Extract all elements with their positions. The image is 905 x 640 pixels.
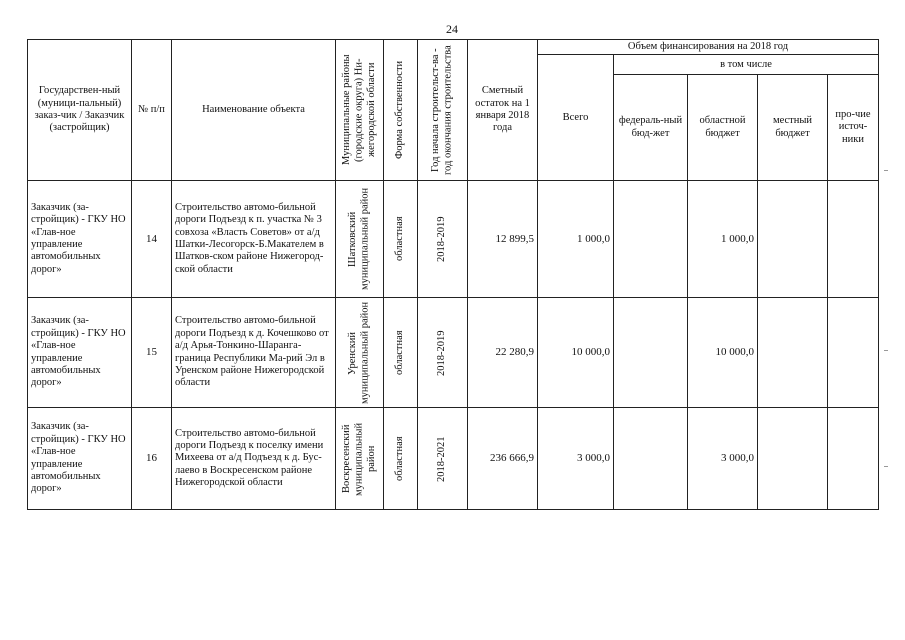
cell-ownership-text: областная [394,216,406,262]
cell-regional: 10 000,0 [688,298,758,408]
cell-federal [614,408,688,510]
cell-other [828,408,879,510]
header-funding-group: Объем финансирования на 2018 год [538,40,879,55]
cell-district [336,408,384,510]
cell-local [758,408,828,510]
funding-table [27,39,879,510]
header-customer: Государствен-ный (муници-пальный) заказ-чик / Заказчик (застройщик) [28,40,132,181]
cell-ownership [384,298,418,408]
cell-number: 16 [132,408,172,510]
cell-balance: 22 280,9 [468,298,538,408]
cell-other [828,181,879,298]
cell-customer: Заказчик (за-стройщик) - ГКУ НО «Глав-ное управление автомобильных дорог» [28,181,132,298]
header-local: местный бюджет [758,75,828,181]
table-row [28,181,879,298]
cell-federal [614,298,688,408]
header-object-name: Наименование объекта [172,40,336,181]
cell-regional: 3 000,0 [688,408,758,510]
cell-ownership-text: областная [394,330,406,375]
cell-object-name: Строительство автомо-бильной дороги Подъезд к поселку имени Михеева от а/д Подъезд к д. Бус-лаево в Воскресенском районе Нижегородской области [172,408,336,510]
header-balance: Сметный остаток на 1 января 2018 года [468,40,538,181]
cell-object-name: Строительство автомо-бильной дороги Подъезд к п. участка № 3 совхоза «Власть Советов» от а/д Шатки-Лесогорск-Б.Макателем в Шатков-ском районе Нижегород-ской области [172,181,336,298]
cell-number: 14 [132,181,172,298]
cell-years [418,408,468,510]
cell-years-text: 2018-2019 [436,216,448,262]
cell-regional: 1 000,0 [688,181,758,298]
cell-local [758,298,828,408]
cell-federal [614,181,688,298]
header-years [418,40,468,181]
cell-number: 15 [132,298,172,408]
cell-local [758,181,828,298]
header-district-text: Муниципальные районы (городские округа) Ни-жегородской области [340,54,377,166]
header-ownership-text: Форма собственности [394,60,406,160]
cell-years-text: 2018-2021 [436,435,448,482]
cell-years [418,181,468,298]
margin-mark [884,350,888,351]
cell-district-text: Шатковский муниципальный район [347,187,371,291]
header-ownership [384,40,418,181]
cell-customer: Заказчик (за-стройщик) - ГКУ НО «Глав-ное управление автомобильных дорог» [28,298,132,408]
table-row [28,408,879,510]
cell-balance: 12 899,5 [468,181,538,298]
cell-ownership [384,408,418,510]
cell-balance: 236 666,9 [468,408,538,510]
header-regional: областной бюджет [688,75,758,181]
header-other: про-чие источ-ники [828,75,879,181]
header-number: № п/п [132,40,172,181]
table-row [28,298,879,408]
cell-ownership [384,181,418,298]
cell-customer: Заказчик (за-стройщик) - ГКУ НО «Глав-ное управление автомобильных дорог» [28,408,132,510]
header-row-1 [28,40,879,55]
cell-district-text: Воскресенский муниципальный район [340,421,377,496]
cell-total: 3 000,0 [538,408,614,510]
cell-other [828,298,879,408]
cell-district [336,181,384,298]
header-total: Всего [538,55,614,181]
margin-mark [884,466,888,467]
page-number: 24 [446,22,458,36]
cell-years [418,298,468,408]
cell-total: 1 000,0 [538,181,614,298]
cell-district [336,298,384,408]
cell-years-text: 2018-2019 [436,329,448,376]
cell-total: 10 000,0 [538,298,614,408]
header-including: в том числе [614,55,879,75]
cell-object-name: Строительство автомо-бильной дороги Подъезд к д. Кочешково от а/д Арья-Тонкино-Шаранга-граница Республики Ма-рий Эл в Уренском районе Нижегородской области [172,298,336,408]
cell-district-text: Уренский муниципальный район [347,301,371,404]
header-federal: федераль-ный бюд-жет [614,75,688,181]
header-years-text: Год начала строительст-ва - год окончания строительства [430,45,454,175]
margin-mark [884,170,888,171]
cell-ownership-text: областная [394,436,406,481]
header-district [336,40,384,181]
